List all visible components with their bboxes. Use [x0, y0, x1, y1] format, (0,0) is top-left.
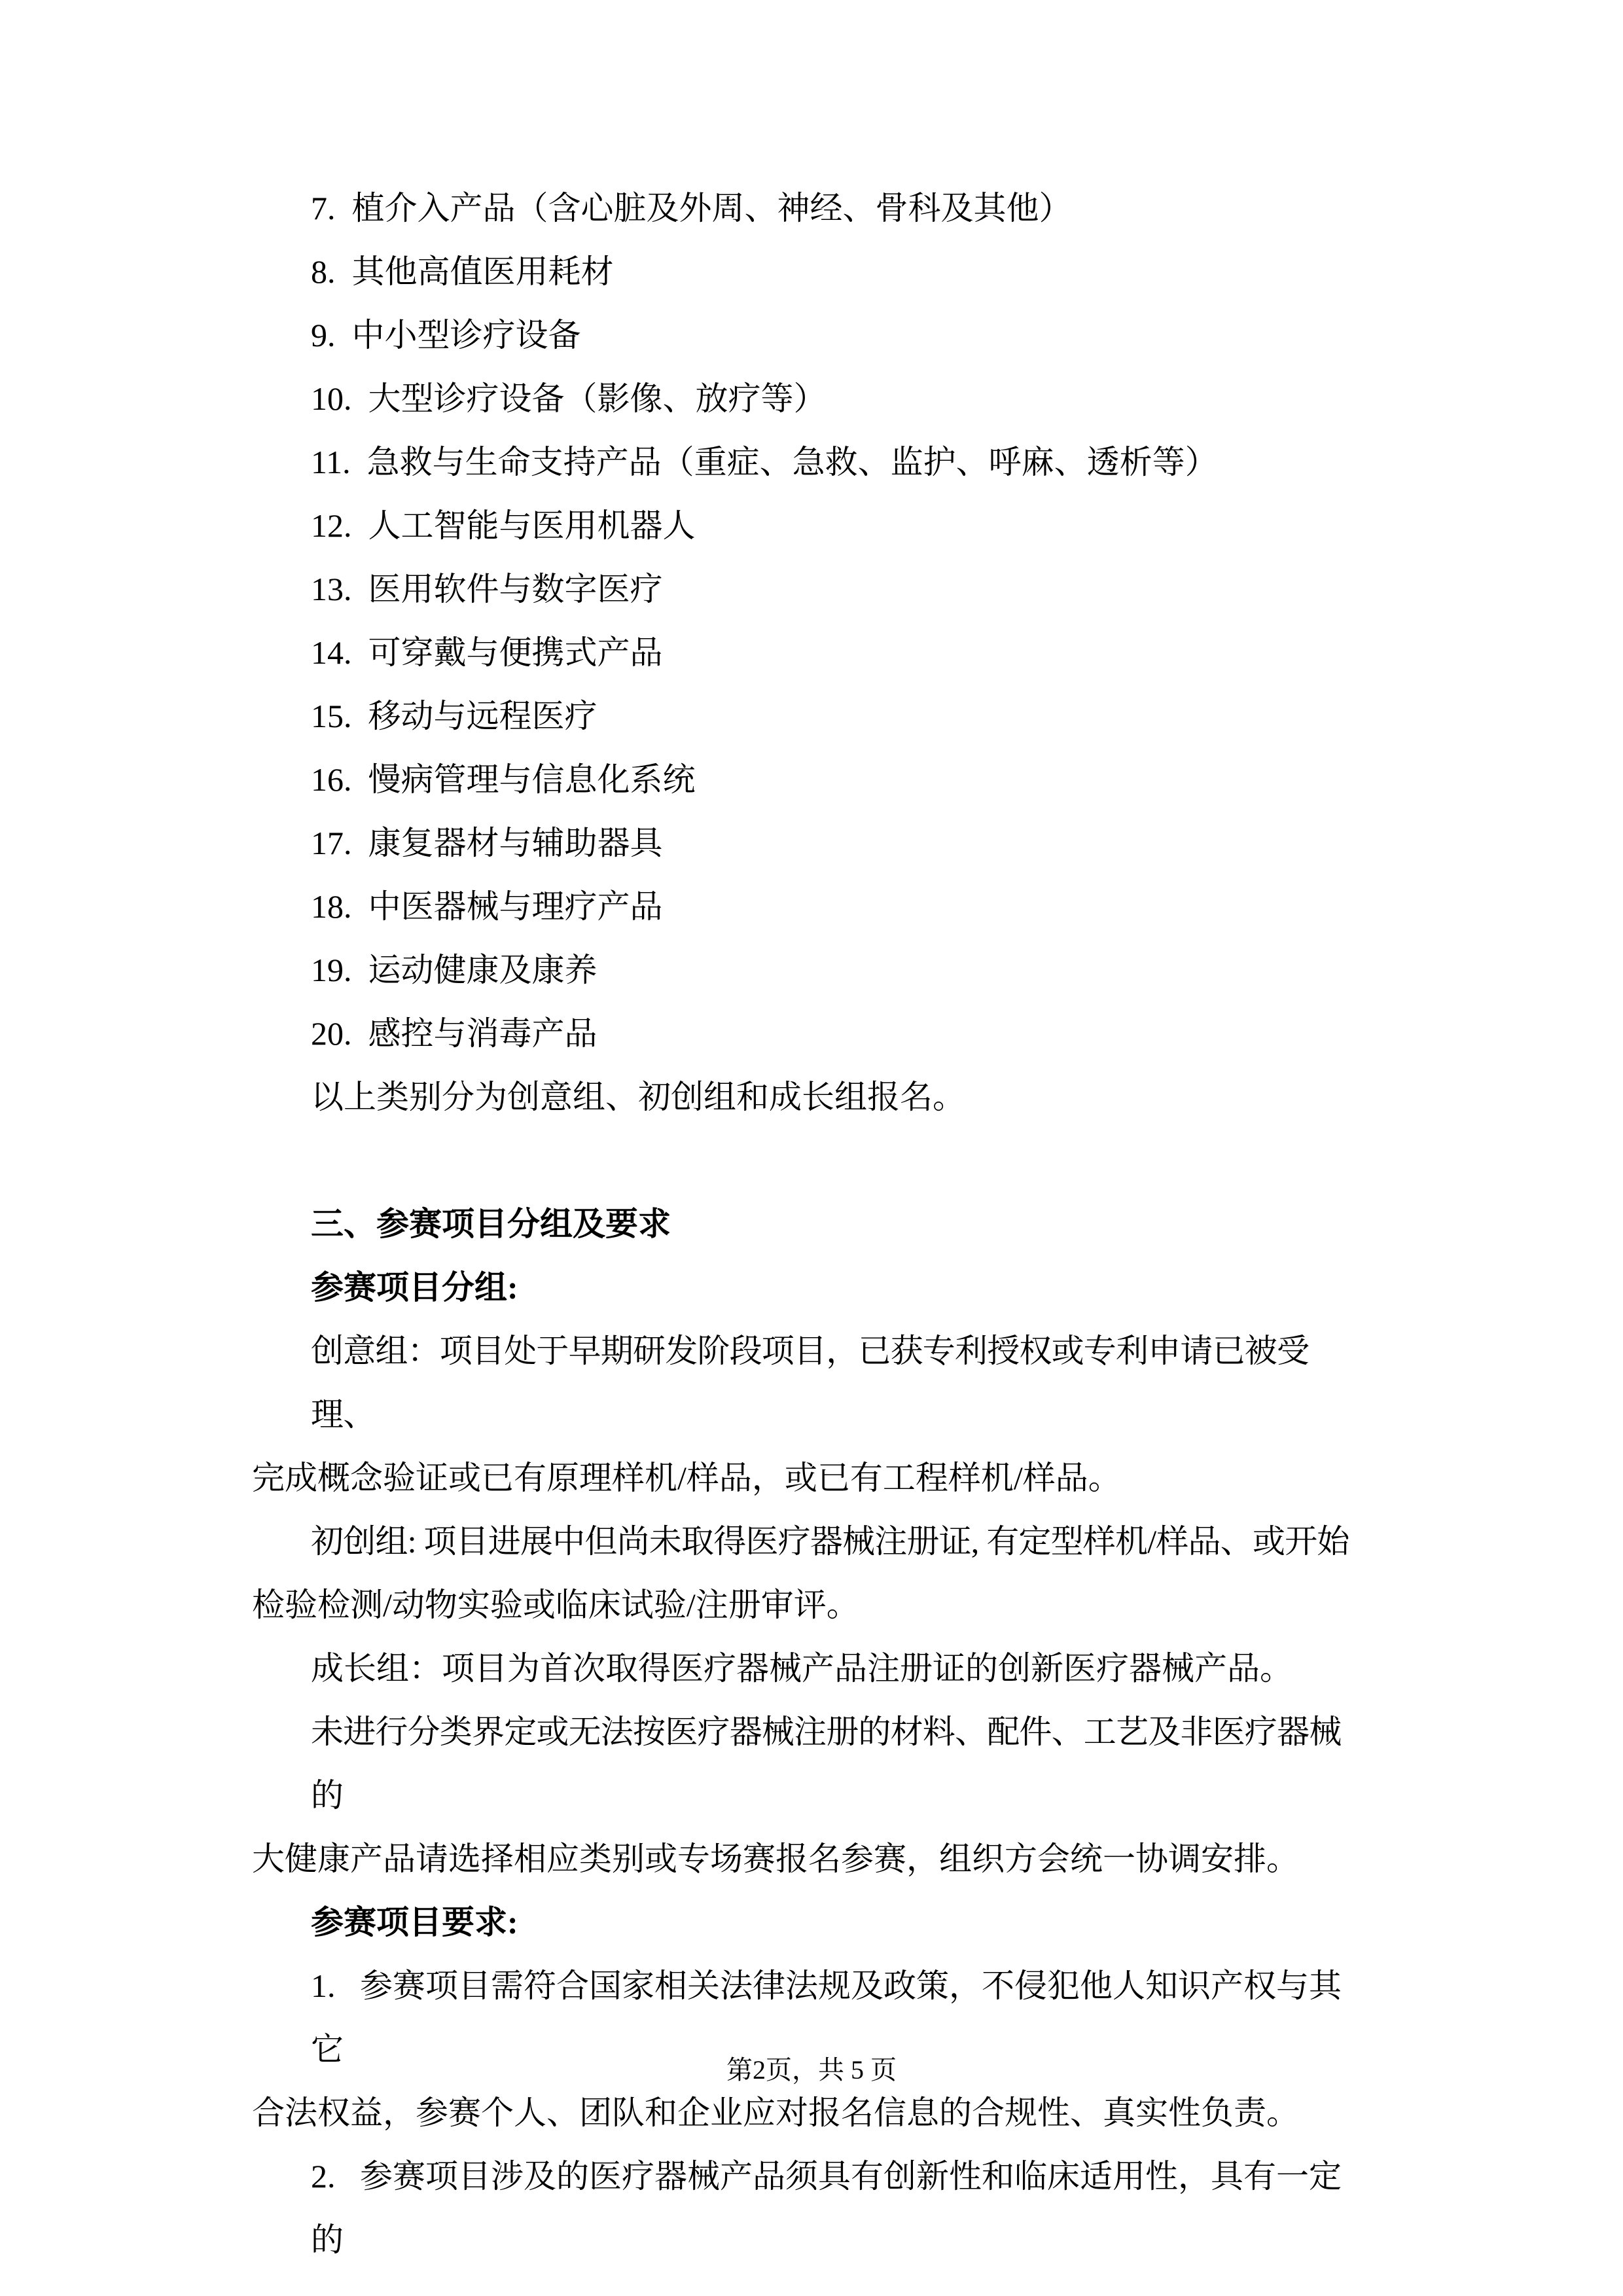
requirements-subheading: 参赛项目要求: [311, 1904, 518, 1941]
section3-heading: 三、参赛项目分组及要求 [311, 1206, 671, 1242]
category-item-15: 15. 移动与远程医疗 [311, 698, 597, 734]
blank-line [252, 1129, 1372, 1193]
category-item-11: 11. 急救与生命支持产品（重症、急救、监护、呼麻、透析等） [311, 444, 1218, 480]
category-item-16: 16. 慢病管理与信息化系统 [311, 761, 696, 798]
requirement-1-line-1: 1. 参赛项目需符合国家相关法律法规及政策，不侵犯他人知识产权与其它 [311, 1967, 1342, 2068]
category-item-12: 12. 人工智能与医用机器人 [311, 507, 696, 544]
unclassified-note-line-1: 未进行分类界定或无法按医疗器械注册的材料、配件、工艺及非医疗器械的 [311, 1713, 1342, 1814]
unclassified-note-line-2: 大健康产品请选择相应类别或专场赛报名参赛，组织方会统一协调安排。 [252, 1840, 1299, 1877]
category-item-7: 7. 植介入产品（含心脏及外周、神经、骨科及其他） [311, 190, 1072, 226]
category-item-14: 14. 可穿戴与便携式产品 [311, 634, 663, 671]
grouping-subheading: 参赛项目分组: [311, 1269, 518, 1306]
document-body [252, 177, 1372, 2272]
group-startup-line-2: 检验检测/动物实验或临床试验/注册审评。 [252, 1587, 859, 1623]
category-item-13: 13. 医用软件与数字医疗 [311, 571, 663, 607]
category-item-8: 8. 其他高值医用耗材 [311, 253, 614, 290]
category-closing-note: 以上类别分为创意组、初创组和成长组报名。 [311, 1079, 965, 1115]
category-item-20: 20. 感控与消毒产品 [311, 1015, 597, 1052]
group-creative-line-2: 完成概念验证或已有原理样机/样品，或已有工程样机/样品。 [252, 1460, 1121, 1496]
requirement-2-line-1: 2. 参赛项目涉及的医疗器械产品须具有创新性和临床适用性，具有一定的 [311, 2158, 1342, 2258]
group-growth-line: 成长组：项目为首次取得医疗器械产品注册证的创新医疗器械产品。 [311, 1650, 1293, 1687]
group-creative-line-1: 创意组：项目处于早期研发阶段项目，已获专利授权或专利申请已被受理、 [311, 1333, 1310, 1433]
category-item-9: 9. 中小型诊疗设备 [311, 317, 581, 353]
group-startup-line-1: 初创组: 项目进展中但尚未取得医疗器械注册证, 有定型样机/样品、或开始 [311, 1523, 1349, 1560]
page-number-footer: 第2页，共 5 页 [726, 2055, 897, 2085]
category-item-19: 19. 运动健康及康养 [311, 952, 597, 988]
category-item-17: 17. 康复器材与辅助器具 [311, 825, 663, 861]
requirement-1-line-2: 合法权益，参赛个人、团队和企业应对报名信息的合规性、真实性负责。 [252, 2094, 1299, 2131]
category-item-10: 10. 大型诊疗设备（影像、放疗等） [311, 380, 827, 417]
category-item-18: 18. 中医器械与理疗产品 [311, 888, 663, 925]
